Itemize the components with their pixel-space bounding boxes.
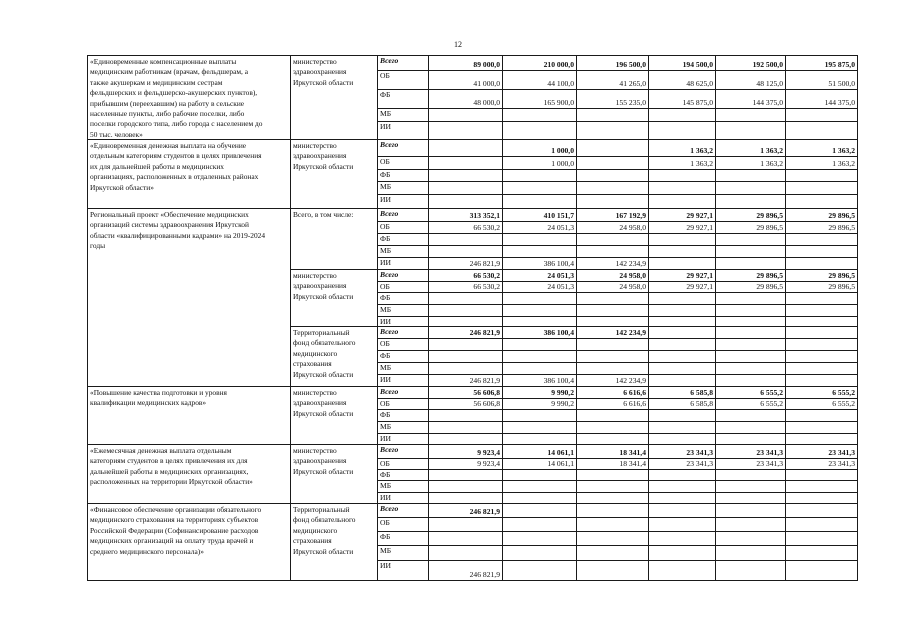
funding-source-cell: ОБ [377,156,429,170]
amount-cell: 142 234,9 [576,257,649,270]
amount-cell: 24 958,0 [576,221,649,234]
program-name-line: среднего медицинского персонала)» [90,546,204,556]
amount-cell: 155 235,0 [576,89,649,109]
executor-line: Иркутской области [293,369,354,379]
amount-cell: 196 500,0 [576,55,649,71]
executor-cell [290,503,378,581]
executor-line: Территориальный [293,328,350,337]
amount-cell: 167 192,9 [576,208,649,222]
amount-cell: 29 927,1 [648,269,716,282]
executor-cell [290,386,378,445]
program-name-cell [87,55,291,140]
funding-source-cell: ФБ [377,469,429,481]
amount-cell [428,156,503,170]
program-name-line: 50 тыс. человек» [90,129,143,139]
amount-cell: 29 896,5 [785,208,858,222]
amount-cell [576,194,649,209]
funding-source-cell: ОБ [377,398,429,410]
amount-cell: 48 000,0 [428,89,503,109]
executor-line: медицинского [293,525,338,535]
amount-cell [502,194,577,209]
amount-cell: 6 616,6 [576,398,649,410]
amount-cell [715,545,786,561]
amount-cell [502,181,577,195]
funding-source-cell: ФБ [377,169,429,182]
amount-cell [428,194,503,209]
amount-cell [428,517,503,532]
amount-cell: 29 927,1 [648,281,716,293]
amount-cell: 29 927,1 [648,221,716,234]
executor-line: страхования [293,536,332,546]
program-name-cell [87,386,291,445]
amount-cell [428,121,503,140]
funding-source-cell: ИИ [377,492,429,504]
amount-cell: 29 896,5 [715,221,786,234]
executor-line: Иркутской области [293,466,354,476]
amount-cell [785,194,858,209]
amount-cell: 66 530,2 [428,281,503,293]
amount-cell: 41 265,0 [576,70,649,90]
amount-cell: 89 000,0 [428,55,503,71]
amount-cell: 1 363,2 [715,156,786,170]
amount-cell [785,503,858,518]
amount-cell [715,560,786,581]
amount-cell [785,181,858,195]
funding-source-cell: ФБ [377,89,429,109]
amount-cell: 1 363,2 [715,139,786,157]
amount-cell [428,531,503,546]
program-name-line: дальнейшей работы в медицинских организациях, [90,466,249,476]
executor-cell [290,208,378,270]
executor-cell [290,326,378,387]
amount-cell: 18 341,4 [576,444,649,459]
amount-cell [785,121,858,140]
funding-source-cell: МБ [377,181,429,195]
program-name-cell [87,503,291,581]
amount-cell [576,139,649,157]
amount-cell [576,560,649,581]
funding-source-cell: МБ [377,245,429,258]
amount-cell [576,503,649,518]
program-name-line: «Повышение качества подготовки и уровня [90,388,227,397]
program-name-line: квалификации медицинских кадров» [90,398,207,408]
amount-cell: 6 585,8 [648,398,716,410]
amount-cell [715,503,786,518]
funding-source-cell: ОБ [377,458,429,470]
amount-cell: 29 896,5 [715,281,786,293]
amount-cell: 24 958,0 [576,269,649,282]
funding-source-cell: ОБ [377,338,429,351]
amount-cell: 1 000,0 [502,156,577,170]
amount-cell [715,517,786,532]
executor-cell [290,269,378,327]
program-name-line: населенные пункты, либо рабочие поселки, либо [90,109,245,119]
funding-source-cell: ФБ [377,233,429,246]
program-name-line: Региональный проект «Обеспечение медицинских [90,210,249,219]
funding-source-cell: ИИ [377,257,429,270]
executor-line: министерство [293,271,337,280]
amount-cell [576,121,649,140]
amount-cell [428,545,503,561]
funding-source-cell: Всего [377,503,429,518]
funding-source-cell: Всего [377,269,429,282]
amount-cell [502,503,577,518]
executor-line: здравоохранения [293,398,347,408]
program-name-line: поселки городского типа, либо города с населением до [90,119,263,129]
executor-line: министерство [293,446,337,455]
program-name-cell [87,208,291,387]
program-name-line: категориям студентов в целях привлечения их для [90,456,248,466]
executor-line: здравоохранения [293,67,347,77]
executor-line: фонд обязательного [293,515,356,525]
funding-source-cell: ОБ [377,221,429,234]
funding-source-cell: Всего [377,55,429,71]
funding-source-cell: ИИ [377,433,429,445]
amount-cell: 194 500,0 [648,55,716,71]
amount-cell: 6 555,2 [715,386,786,399]
amount-cell [648,194,716,209]
amount-cell: 23 341,3 [785,444,858,459]
amount-cell [576,517,649,532]
program-name-line: области «квалифицированными кадрами» на 2019-2024 [90,230,266,240]
amount-cell: 41 000,0 [428,70,503,90]
funding-source-cell: ФБ [377,350,429,363]
executor-line: Территориальный [293,505,350,514]
program-name-line: организаций системы здравоохранения Иркутской [90,220,249,230]
amount-cell: 1 363,2 [785,139,858,157]
amount-cell: 9 923,4 [428,444,503,459]
amount-cell [648,503,716,518]
funding-source-cell: МБ [377,545,429,561]
amount-cell: 1 363,2 [648,156,716,170]
amount-cell: 386 100,4 [502,374,577,387]
program-name-line: «Ежемесячная денежная выплата отдельным [90,446,232,455]
amount-cell [648,121,716,140]
amount-cell [715,121,786,140]
funding-source-cell: ОБ [377,517,429,532]
amount-cell: 23 341,3 [715,458,786,470]
amount-cell: 144 375,0 [785,89,858,109]
funding-source-cell: ИИ [377,194,429,209]
amount-cell [502,517,577,532]
amount-cell: 6 585,8 [648,386,716,399]
funding-source-cell: ИИ [377,560,429,581]
amount-cell [576,545,649,561]
program-name-line: медицинским работникам (врачам, фельдшерам, а [90,67,249,77]
amount-cell: 51 500,0 [785,70,858,90]
amount-cell: 29 896,5 [785,281,858,293]
funding-source-cell: Всего [377,386,429,399]
funding-source-cell: Всего [377,444,429,459]
funding-source-cell: ИИ [377,316,429,327]
program-name-line: прибывшим (переехавшим) на работу в сельские [90,98,245,108]
amount-cell [648,531,716,546]
program-name-line: Иркутской области» [90,182,154,192]
funding-source-cell: МБ [377,421,429,434]
amount-cell: 192 500,0 [715,55,786,71]
amount-cell: 48 125,0 [715,70,786,90]
amount-cell: 29 896,5 [785,269,858,282]
funding-source-cell: ФБ [377,409,429,422]
funding-source-cell: Всего [377,139,429,157]
funding-source-cell: ФБ [377,292,429,305]
amount-cell: 246 821,9 [428,503,503,518]
amount-cell: 56 606,8 [428,398,503,410]
amount-cell: 6 555,2 [785,398,858,410]
amount-cell: 14 061,1 [502,458,577,470]
amount-cell [428,139,503,157]
amount-cell [715,181,786,195]
amount-cell: 142 234,9 [576,374,649,387]
amount-cell: 210 000,0 [502,55,577,71]
amount-cell: 6 555,2 [785,386,858,399]
amount-cell: 44 100,0 [502,70,577,90]
amount-cell [715,194,786,209]
amount-cell: 24 051,3 [502,221,577,234]
program-name-line: «Финансовое обеспечение организации обязательного [90,505,262,514]
executor-line: фонд обязательного [293,338,356,348]
amount-cell: 23 341,3 [785,458,858,470]
program-name-line: годы [90,241,106,251]
amount-cell: 195 875,0 [785,55,858,71]
amount-cell: 145 875,0 [648,89,716,109]
page-number: 12 [454,40,462,49]
amount-cell [502,108,577,122]
program-name-line: фельдшерских и фельдшерско-акушерских пунктов), [90,88,258,98]
executor-line: министерство [293,141,337,150]
amount-cell: 24 958,0 [576,281,649,293]
amount-cell: 29 927,1 [648,208,716,222]
amount-cell: 1 363,2 [785,156,858,170]
executor-line: медицинского [293,348,338,358]
executor-line: Иркутской области [293,161,354,171]
program-name-line: медицинских организаций на оплату труда врачей и [90,536,254,546]
funding-source-cell: ИИ [377,374,429,387]
amount-cell: 410 151,7 [502,208,577,222]
funding-source-cell: ОБ [377,70,429,90]
program-name-line: их для дальнейшей работы в медицинских [90,161,224,171]
amount-cell: 9 923,4 [428,458,503,470]
amount-cell: 56 606,8 [428,386,503,399]
amount-cell [576,108,649,122]
amount-cell [715,108,786,122]
program-name-line: расположенных на территории Иркутской области» [90,477,253,487]
funding-source-cell: ОБ [377,281,429,293]
executor-line: Иркутской области [293,546,354,556]
amount-cell: 6 616,6 [576,386,649,399]
executor-line: Иркутской области [293,408,354,418]
executor-line: здравоохранения [293,151,347,161]
amount-cell: 14 061,1 [502,444,577,459]
executor-line: Иркутской области [293,291,354,301]
amount-cell: 29 896,5 [715,208,786,222]
program-name-line: Российской Федерации (Софинансирование расходов [90,525,259,535]
amount-cell: 18 341,4 [576,458,649,470]
amount-cell: 9 990,2 [502,398,577,410]
amount-cell [648,108,716,122]
amount-cell: 1 363,2 [648,139,716,157]
amount-cell: 165 900,0 [502,89,577,109]
amount-cell: 1 000,0 [502,139,577,157]
amount-cell [785,517,858,532]
funding-source-cell: ФБ [377,531,429,546]
funding-source-cell: ИИ [377,121,429,140]
amount-cell: 29 896,5 [715,269,786,282]
program-name-line: «Единовременная денежная выплата на обучение [90,141,247,150]
funding-source-cell: Всего [377,208,429,222]
funding-source-cell: МБ [377,480,429,493]
executor-line: здравоохранения [293,281,347,291]
amount-cell [428,181,503,195]
program-name-line: «Единовременные компенсационные выплаты [90,57,237,66]
executor-line: Всего, в том числе: [293,210,354,219]
funding-source-cell: МБ [377,304,429,317]
amount-cell [502,560,577,581]
executor-line: здравоохранения [293,456,347,466]
executor-cell [290,444,378,504]
amount-cell: 24 051,3 [502,269,577,282]
executor-line: страхования [293,359,332,369]
amount-cell: 66 530,2 [428,221,503,234]
program-name-line: отдельным категориям студентов в целях привлечения [90,151,262,161]
amount-cell [502,545,577,561]
executor-line: Иркутской области [293,77,354,87]
amount-cell: 246 821,9 [428,257,503,270]
amount-cell [648,545,716,561]
amount-cell: 23 341,3 [715,444,786,459]
amount-cell: 23 341,3 [648,444,716,459]
funding-source-cell: МБ [377,108,429,122]
amount-cell: 6 555,2 [715,398,786,410]
amount-cell: 246 821,9 [428,374,503,387]
program-name-line: организациях, расположенных в отдаленных районах [90,172,259,182]
amount-cell: 24 051,3 [502,281,577,293]
amount-cell [576,181,649,195]
amount-cell [648,181,716,195]
executor-line: министерство [293,388,337,397]
amount-cell: 66 530,2 [428,269,503,282]
amount-cell [428,108,503,122]
amount-cell: 29 896,5 [785,221,858,234]
program-name-line: также акушеркам и медицинским сестрам [90,77,223,87]
amount-cell [785,108,858,122]
amount-cell: 246 821,9 [428,326,503,339]
amount-cell: 23 341,3 [648,458,716,470]
amount-cell: 386 100,4 [502,257,577,270]
executor-cell [290,55,378,140]
amount-cell [715,531,786,546]
amount-cell: 313 352,1 [428,208,503,222]
funding-source-cell: МБ [377,362,429,375]
amount-cell: 142 234,9 [576,326,649,339]
amount-cell [648,560,716,581]
amount-cell [576,531,649,546]
amount-cell [648,517,716,532]
amount-cell [576,156,649,170]
funding-source-cell: Всего [377,326,429,339]
program-name-cell [87,139,291,209]
amount-cell: 144 375,0 [715,89,786,109]
amount-cell: 246 821,9 [428,560,503,581]
amount-cell: 48 625,0 [648,70,716,90]
amount-cell [785,545,858,561]
amount-cell [502,531,577,546]
program-name-line: медицинского страхования на территориях субъектов [90,515,259,525]
amount-cell: 9 990,2 [502,386,577,399]
amount-cell [785,531,858,546]
executor-line: министерство [293,57,337,66]
amount-cell [502,121,577,140]
amount-cell [785,560,858,581]
executor-cell [290,139,378,209]
program-name-cell [87,444,291,504]
amount-cell: 386 100,4 [502,326,577,339]
